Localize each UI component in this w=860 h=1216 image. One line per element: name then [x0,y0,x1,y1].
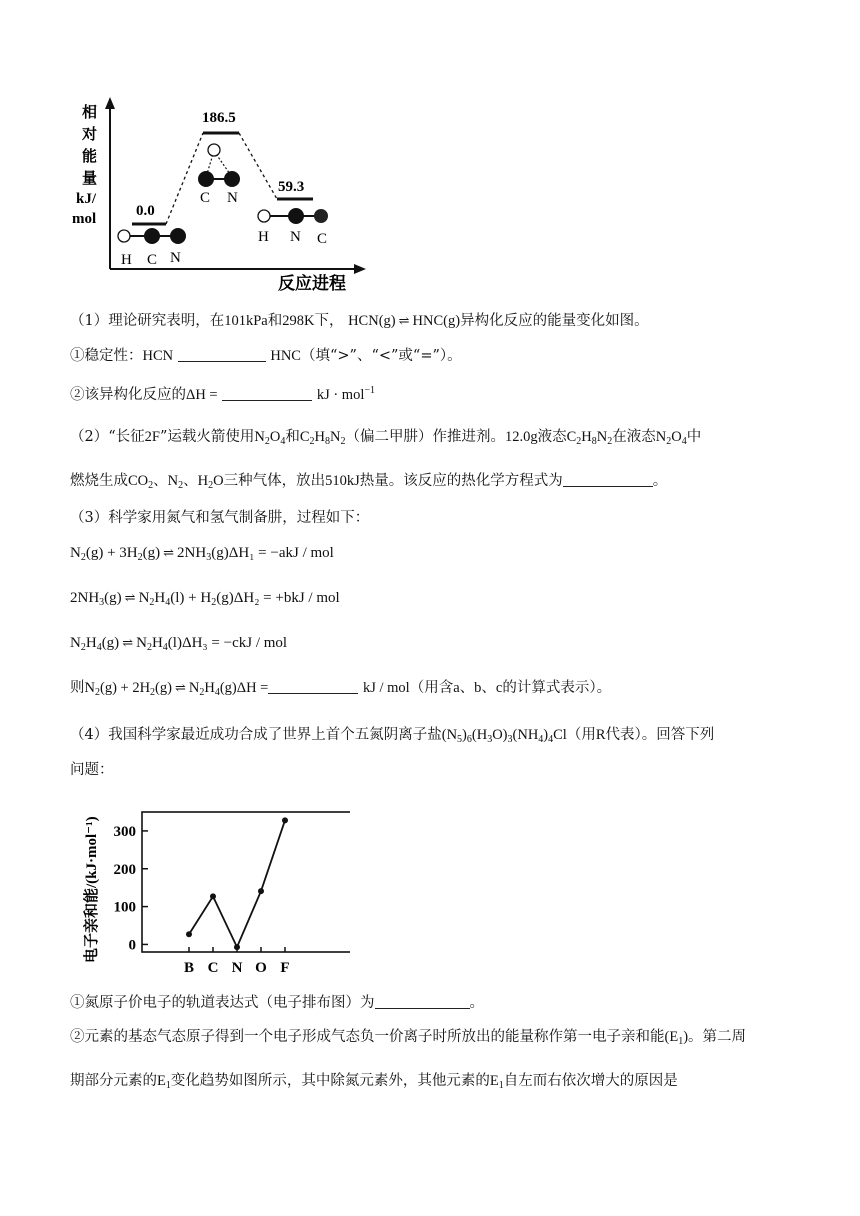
q4-part2: ②元素的基态气态原子得到一个电子形成气态负一价离子时所放出的能量称作第一电子亲和能$(E_1)$。第二周 [70,1029,747,1047]
q3-intro: （3）科学家用氮气和氢气制备肼，过程如下： [70,510,370,526]
affinity-chart [70,785,350,980]
y-tick-label: 0 [128,937,136,954]
data-point [210,893,216,899]
x-tick-label: O [255,960,267,976]
atom-label: C [317,231,328,247]
atom-label: H [121,252,132,268]
level-value: 59.3 [278,179,305,195]
data-point [258,888,264,894]
q1-part2: ②该异构化反应的ΔH = kJ · mol$^{-1}$ [70,385,375,403]
q2-line2: 燃烧生成$CO_2$、$N_2$、$H_2O$三种气体，放出510kJ热量。该反应的热化学方程式为 。 [70,473,668,491]
atom-label: C [147,252,158,268]
answer-blank[interactable] [268,679,358,694]
q3-ask: 则$N_2(g) + 2H_2(g)$ ⇌ $N_2H_4(g)\Delta H$ = kJ / mol（用含a、b、c的计算式表示）。 [70,680,612,698]
atom-label: H [258,229,269,245]
q4-intro-line2: 问题： [70,762,114,778]
y-tick-label: 300 [113,823,136,840]
answer-blank[interactable] [222,386,312,401]
q3-eq1: $N_2(g) + 3H_2(g)$ ⇌ $2NH_3(g)\Delta H_1 = -akJ$ / mol [70,545,334,563]
answer-blank[interactable] [563,472,653,487]
x-tick-label: F [280,960,290,976]
data-point [282,817,288,823]
level-value: 0.0 [136,203,155,219]
ylabel-char: kJ/ [76,191,97,207]
ylabel-char: 能 [82,149,98,165]
ylabel-char: 对 [82,127,98,143]
x-tick-label: B [183,960,195,976]
chart-ylabel: 电子亲和能/(kJ·mol⁻¹) [84,816,100,963]
ylabel-char: 相 [82,105,98,121]
level-value: 186.5 [202,110,236,126]
q4-intro: （4）我国科学家最近成功合成了世界上首个五氮阴离子盐$(N_5)_6(H_3O)_3(NH_4)_4Cl$（用R代表）。回答下列 [70,727,715,745]
x-tick-label: N [231,960,243,976]
atom-label: N [290,229,301,245]
answer-blank[interactable] [178,347,266,362]
q3-eq2: $2NH_3(g)$ ⇌ $N_2H_4(l) + H_2(g)\Delta H_2 = +bkJ$ / mol [70,590,340,608]
q1-part1: ①稳定性：HCN HNC（填“>”、“<”或“=”）。 [70,348,462,364]
q4-part1: ①氮原子价电子的轨道表达式（电子排布图）为 。 [70,995,484,1011]
ylabel-char: 量 [82,171,98,187]
q4-part3: 期部分元素的$E_1$变化趋势如图所示，其中除氮元素外，其他元素的$E_1$自左而右依次增大的原因是 [70,1073,678,1091]
ylabel-char: mol [72,211,97,227]
atom-label: N [227,190,238,206]
energy-diagram [70,95,370,295]
q1-intro: （1）理论研究表明，在101kPa和298K下， HCN(g) ⇌ HNC(g)异构化反应的能量变化如图。 [70,313,649,329]
atom-label: C [200,190,211,206]
series-line [189,820,285,947]
y-tick-label: 100 [113,899,136,916]
answer-blank[interactable] [375,994,470,1009]
y-tick-label: 200 [113,861,136,878]
q2-line1: （2）“长征2F”运载火箭使用$N_2O_4$和$C_2H_8N_2$（偏二甲肼）作推进剂。12.0g液态$C_2H_8N_2$在液态$N_2O_4$中 [70,429,702,447]
q3-eq3: $N_2H_4(g)$ ⇌ $N_2H_4(l)\Delta H_3 = -ckJ$ / mol [70,635,288,653]
x-tick-label: C [207,960,219,976]
data-point [186,931,192,937]
xlabel: 反应进程 [278,274,346,293]
atom-label: N [170,250,181,266]
